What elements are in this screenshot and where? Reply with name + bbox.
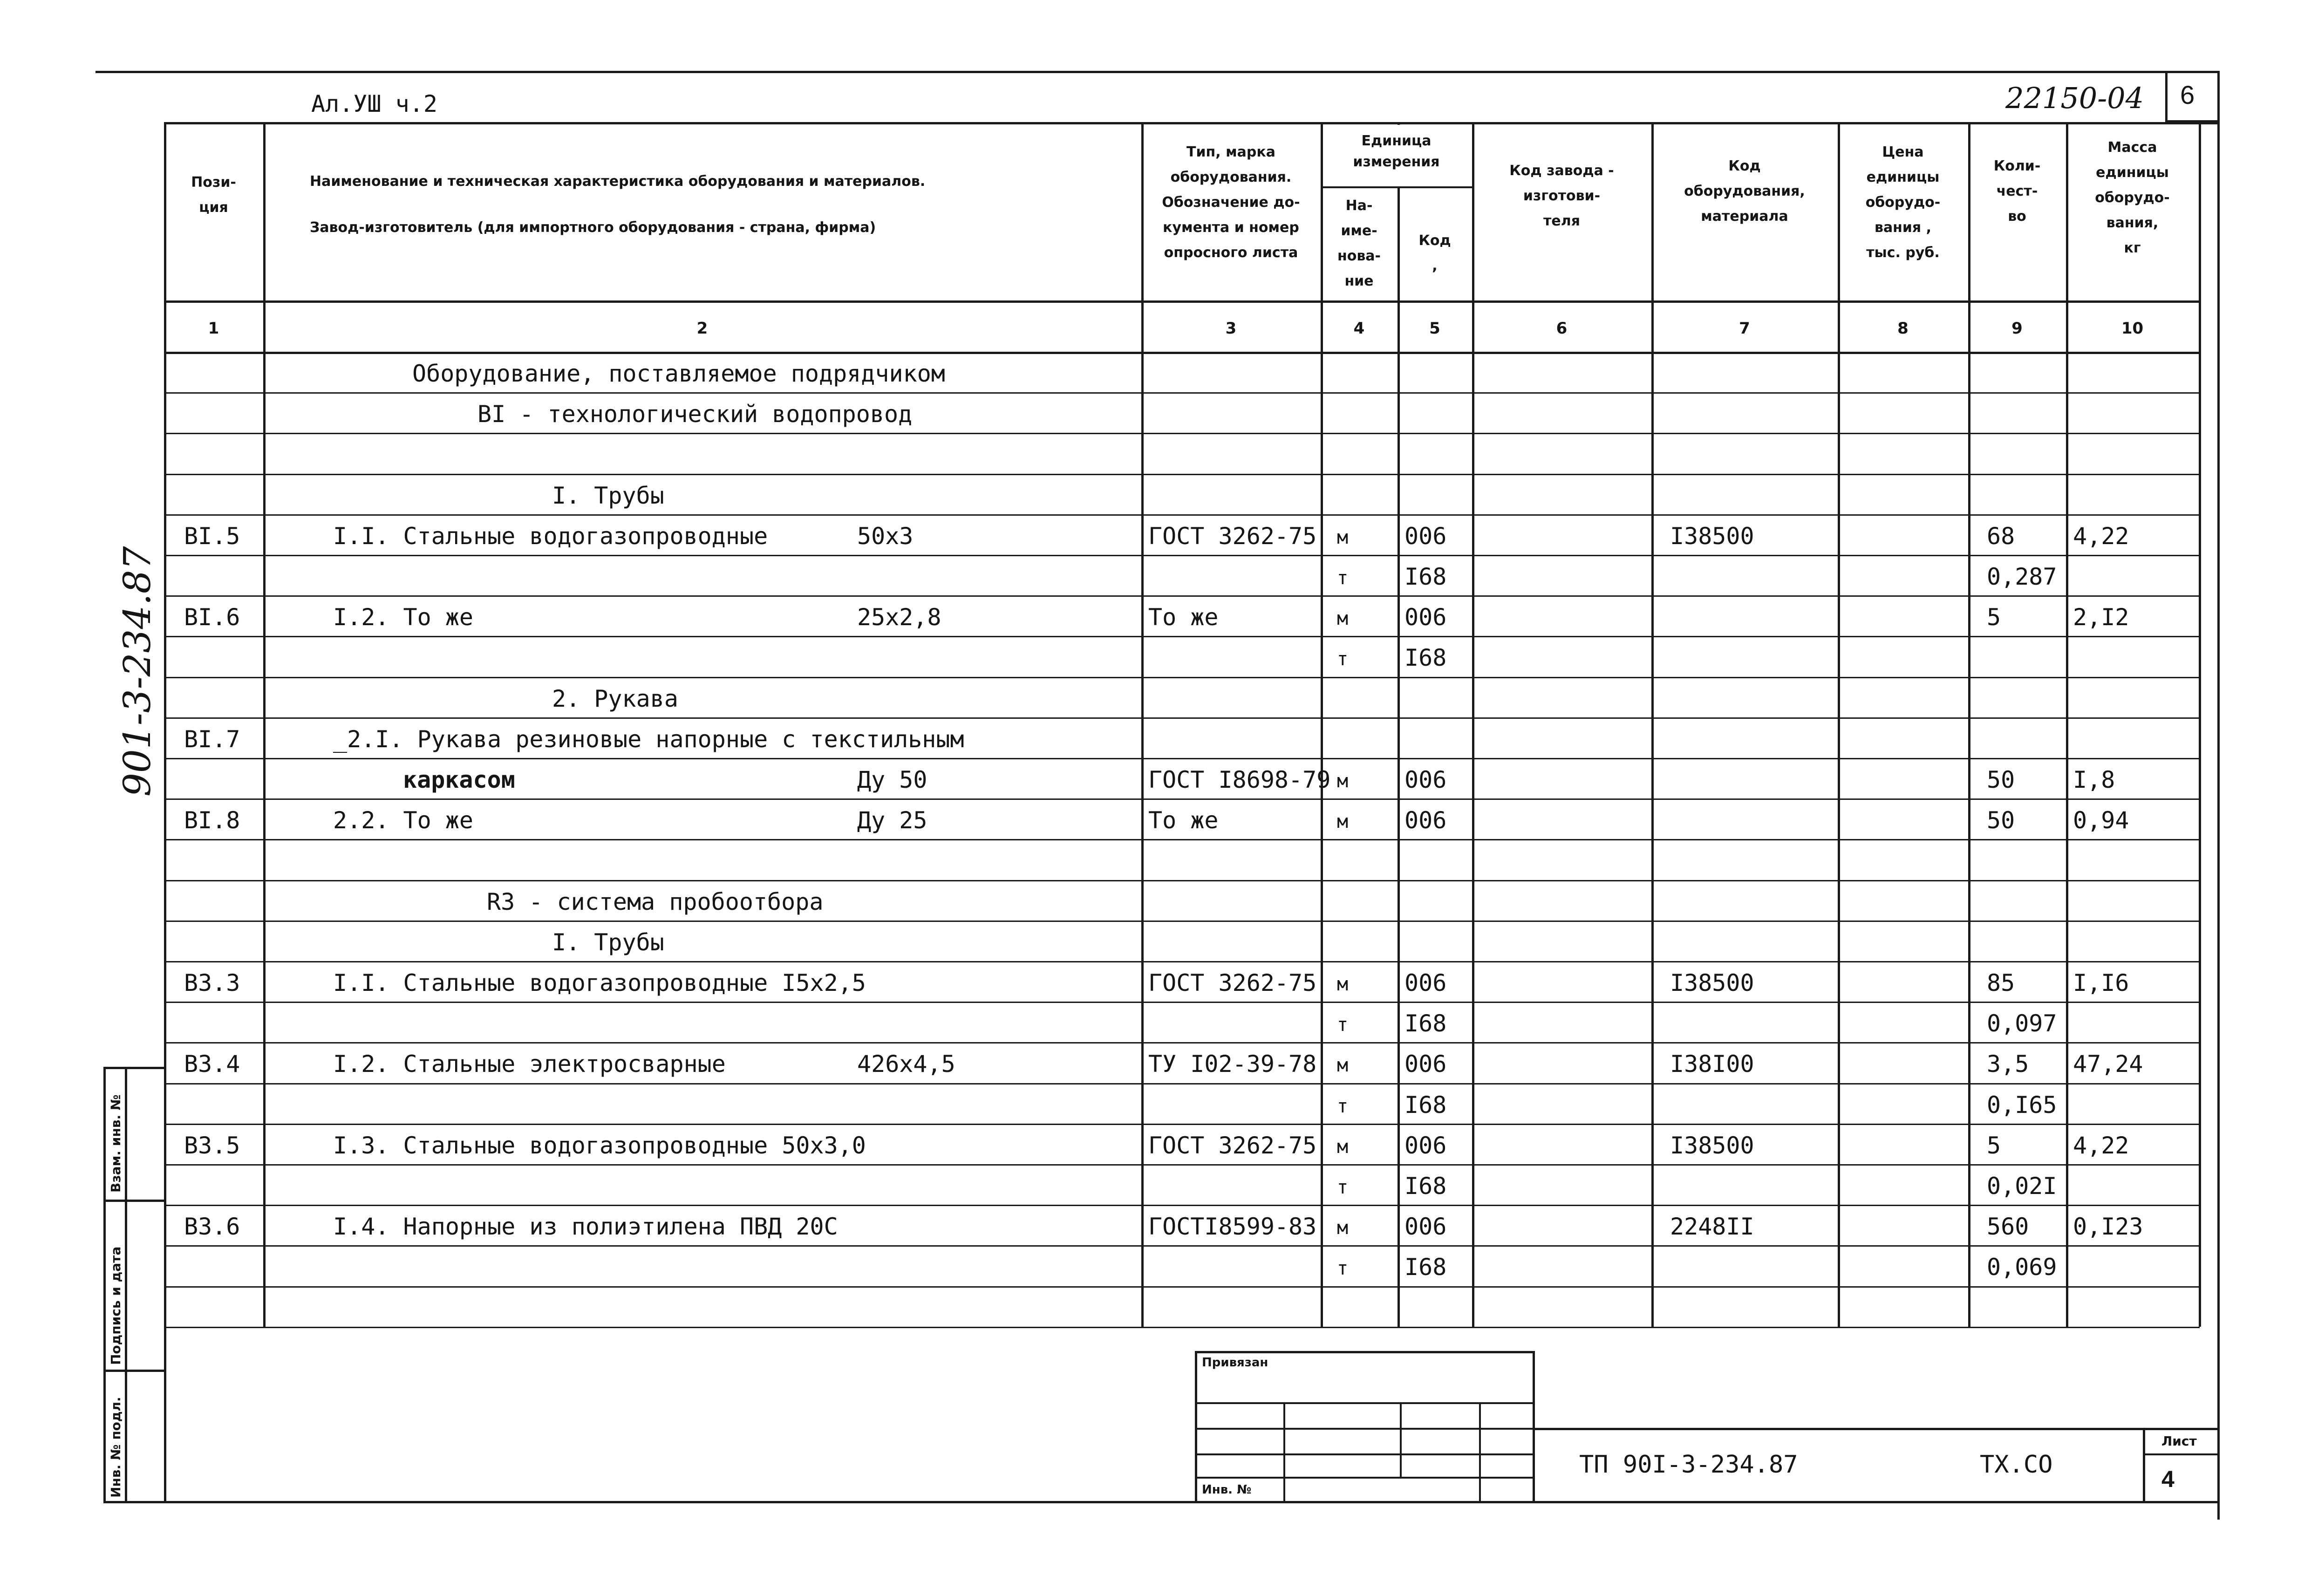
row-mass: 4,22 (2073, 522, 2129, 550)
row-position: В3.3 (184, 969, 240, 996)
stamp-bound-v1 (1283, 1402, 1285, 1502)
table-column-line (1141, 122, 1144, 1327)
stamp-bound-top (1195, 1351, 1535, 1353)
column-number-8: 8 (1897, 319, 1909, 338)
numbers-bottom-line (164, 352, 2200, 354)
row-unit-code: I68 (1404, 1173, 1447, 1200)
table-row-line (164, 677, 2200, 678)
row-unit-code: I68 (1404, 1010, 1447, 1037)
table-row-line (164, 1286, 2200, 1288)
table-row-line (164, 433, 2200, 434)
stamp-bound-v3 (1479, 1402, 1481, 1502)
row-name: 2.2. То же (333, 807, 474, 834)
row-position: BI.8 (184, 807, 240, 834)
table-row-line (164, 839, 2200, 840)
row-unit: т (1337, 648, 1349, 670)
row-mass: I,I6 (2073, 969, 2129, 996)
row-unit: м (1337, 1055, 1349, 1077)
table-row-line (164, 1205, 2200, 1206)
stamp-bound-v2 (1400, 1402, 1402, 1477)
side-handwritten-code: 901-3-234.87 (116, 546, 159, 797)
row-spec: Ду 50 (857, 766, 927, 793)
row-position: BI.6 (184, 604, 240, 631)
row-unit: м (1337, 1136, 1349, 1158)
table-row-line (164, 595, 2200, 597)
row-unit: м (1337, 526, 1349, 548)
column-number-9: 9 (2011, 319, 2023, 338)
row-spec: Ду 25 (857, 807, 927, 834)
row-spec: 25х2,8 (857, 604, 941, 631)
table-row-line (164, 880, 2200, 881)
table-row-line (164, 1245, 2200, 1247)
sheet-box-mid (2143, 1453, 2220, 1455)
row-document: ГОСТ 3262-75 (1148, 1132, 1317, 1159)
column-number-1: 1 (208, 319, 219, 338)
album-reference: Ал.УШ ч.2 (311, 90, 437, 117)
column-header-2: Наименование и техническая характеристика оборудования и материалов. Завод-изготовитель (для импортного оборудования - страна, фирма) (310, 173, 926, 236)
stamp-bound-h1 (1195, 1402, 1535, 1404)
sheet-box-left (2143, 1428, 2145, 1502)
row-position: В3.6 (184, 1213, 240, 1241)
side-stamp-div1 (103, 1200, 166, 1202)
row-mass: I,8 (2073, 766, 2115, 793)
corner-box-left (2165, 71, 2168, 122)
row-mass: 0,94 (2073, 807, 2129, 834)
row-mass: 4,22 (2073, 1132, 2129, 1159)
row-quantity: 50 (1987, 807, 2015, 834)
table-row-line (164, 961, 2200, 962)
row-spec: 426х4,5 (857, 1050, 955, 1078)
table-row-line (164, 717, 2200, 719)
row-document: ГОСТ 3262-75 (1148, 969, 1317, 996)
row-spec: 50х3 (857, 522, 913, 550)
document-code-handwritten: 22150-04 (2005, 81, 2144, 115)
row-name: I. Трубы (552, 928, 664, 956)
row-unit: м (1337, 771, 1349, 792)
row-name: R3 - система пробоотбора (487, 888, 824, 915)
row-position: В3.5 (184, 1132, 240, 1159)
row-position: В3.4 (184, 1050, 240, 1078)
row-document: ГОСТ 3262-75 (1148, 522, 1317, 550)
column-header-6: Код завода - изготови- теля (1509, 163, 1614, 229)
row-unit-code: I68 (1404, 1254, 1447, 1281)
table-column-line (2066, 122, 2068, 1327)
row-unit: т (1337, 567, 1349, 589)
sheet-code: ТХ.СО (1980, 1451, 2053, 1479)
row-unit-code: 006 (1404, 807, 1447, 834)
table-row-line (164, 1327, 2200, 1328)
column-header-8: Цена единицы оборудо- вания , тыс. руб. (1865, 144, 1941, 261)
column-header-3: Тип, марка оборудования. Обозначение до- кумента и номер опросного листа (1162, 144, 1300, 261)
row-unit: м (1337, 811, 1349, 833)
row-equipment-code: I38500 (1670, 969, 1754, 996)
column-number-6: 6 (1556, 319, 1568, 338)
table-row-line (164, 1002, 2200, 1003)
row-document: ГОСТ I8698-79 (1148, 766, 1331, 793)
stamp-bound-h4 (1195, 1477, 1535, 1479)
unit-group-subline (1321, 186, 1472, 188)
row-unit-code: 006 (1404, 604, 1447, 631)
row-quantity: 50 (1987, 766, 2015, 793)
corner-box-right (2217, 71, 2220, 1520)
row-mass: 47,24 (2073, 1050, 2143, 1078)
row-quantity: 0,097 (1987, 1010, 2057, 1037)
row-equipment-code: I38500 (1670, 522, 1754, 550)
column-number-10: 10 (2121, 319, 2144, 338)
row-equipment-code: I38I00 (1670, 1050, 1754, 1078)
table-column-line (1472, 122, 1474, 1327)
side-stamp-div2 (103, 1370, 166, 1372)
side-stamp-label-3: Инв. № подл. (108, 1397, 123, 1498)
table-column-line (1651, 122, 1654, 1327)
outer-bottom-line (164, 1501, 2217, 1503)
row-name: 2. Рукава (552, 685, 678, 712)
row-document: То же (1148, 604, 1219, 631)
row-name: I.I. Стальные водогазопроводные (333, 522, 768, 550)
row-name: I.2. Стальные электросварные (333, 1050, 726, 1078)
table-top-line (164, 122, 2220, 124)
table-row-line (164, 1124, 2200, 1125)
row-unit: т (1337, 1014, 1349, 1036)
row-name: Оборудование, поставляемое подрядчиком (412, 360, 945, 387)
top-border-line (95, 71, 2220, 73)
sheet-number: 4 (2161, 1466, 2175, 1492)
row-quantity: 0,069 (1987, 1254, 2057, 1281)
row-document: То же (1148, 807, 1219, 834)
title-block-top (1533, 1428, 2220, 1430)
row-unit-code: 006 (1404, 522, 1447, 550)
column-header-10: Масса единицы оборудо- вания, кг (2095, 139, 2170, 256)
row-unit: м (1337, 608, 1349, 630)
side-stamp-label-1: Взам. инв. № (108, 1094, 123, 1193)
table-row-line (164, 474, 2200, 475)
row-quantity: 3,5 (1987, 1050, 2029, 1078)
side-stamp-left (103, 1067, 106, 1502)
side-stamp-mid (125, 1067, 127, 1502)
stamp-bound-h2 (1195, 1428, 1535, 1430)
side-stamp-label-2: Подпись и дата (108, 1246, 123, 1365)
unit-group-title: Единица измерения (1353, 133, 1440, 170)
table-row-line (164, 514, 2200, 516)
table-row-line (164, 392, 2200, 394)
column-header-4: На- име- нова- ние (1337, 198, 1381, 289)
row-quantity: 68 (1987, 522, 2015, 550)
row-unit: т (1337, 1177, 1349, 1198)
table-row-line (164, 1042, 2200, 1044)
column-number-4: 4 (1353, 319, 1365, 338)
table-row-line (164, 921, 2200, 922)
row-document: ГОСТI8599-83 (1148, 1213, 1317, 1241)
column-header-1: Пози- ция (191, 174, 236, 216)
column-number-5: 5 (1429, 319, 1440, 338)
header-bottom-line (164, 300, 2200, 303)
row-unit: м (1337, 974, 1349, 995)
row-name: I.2. То же (333, 604, 474, 631)
row-unit-code: 006 (1404, 766, 1447, 793)
corner-sheet-number: 6 (2180, 80, 2195, 109)
row-quantity: 5 (1987, 604, 2001, 631)
row-unit-code: 006 (1404, 1050, 1447, 1078)
table-row-line (164, 555, 2200, 556)
row-quantity: 85 (1987, 969, 2015, 996)
table-row-line (164, 798, 2200, 800)
row-name: I.4. Напорные из полиэтилена ПВД 20С (333, 1213, 838, 1241)
table-row-line (164, 1164, 2200, 1166)
table-column-line (1838, 122, 1840, 1327)
stamp-bound-left (1195, 1351, 1197, 1502)
row-unit: т (1337, 1258, 1349, 1280)
column-header-7: Код оборудования, материала (1684, 158, 1805, 225)
row-mass: 0,I23 (2073, 1213, 2143, 1241)
row-unit-code: 006 (1404, 969, 1447, 996)
row-unit-code: I68 (1404, 1091, 1447, 1119)
table-row-line (164, 1083, 2200, 1084)
stamp-bound-h3 (1195, 1453, 1535, 1455)
table-column-line (263, 122, 266, 1327)
project-code: ТП 90I-3-234.87 (1579, 1451, 1798, 1479)
row-position: BI.7 (184, 725, 240, 753)
table-column-line (1398, 122, 1400, 1327)
row-unit-code: I68 (1404, 644, 1447, 672)
stamp-bound-label: Привязан (1202, 1356, 1268, 1370)
outer-left-line (164, 122, 166, 1503)
row-quantity: 0,02I (1987, 1173, 2057, 1200)
row-quantity: 0,287 (1987, 563, 2057, 590)
row-document: ТУ I02-39-78 (1148, 1050, 1317, 1078)
row-unit: м (1337, 1217, 1349, 1239)
row-mass: 2,I2 (2073, 604, 2129, 631)
column-header-9: Коли- чест- во (1993, 158, 2041, 225)
side-stamp-bottom (103, 1501, 166, 1503)
column-number-3: 3 (1225, 319, 1237, 338)
row-name: BI - технологический водопровод (477, 401, 913, 428)
table-column-line (1968, 122, 1970, 1327)
row-unit-code: I68 (1404, 563, 1447, 590)
row-quantity: 0,I65 (1987, 1091, 2057, 1119)
row-unit: т (1337, 1095, 1349, 1117)
table-row-line (164, 758, 2200, 759)
column-header-5: Код , (1418, 232, 1451, 274)
row-name: I. Трубы (552, 482, 664, 509)
row-name: I.I. Стальные водогазопроводные I5х2,5 (333, 969, 866, 996)
stamp-bound-right (1533, 1351, 1535, 1502)
row-quantity: 5 (1987, 1132, 2001, 1159)
column-number-2: 2 (696, 319, 708, 338)
table-column-line (1321, 122, 1323, 1327)
stamp-inv-label: Инв. № (1202, 1483, 1252, 1497)
sheet-label: Лист (2161, 1433, 2197, 1449)
row-name: каркасом (403, 766, 515, 793)
table-column-line (2199, 122, 2201, 1327)
row-name: _2.I. Рукава резиновые напорные с текстильным (333, 725, 964, 753)
table-row-line (164, 636, 2200, 637)
row-unit-code: 006 (1404, 1132, 1447, 1159)
row-equipment-code: 2248II (1670, 1213, 1754, 1241)
row-unit-code: 006 (1404, 1213, 1447, 1241)
row-equipment-code: I38500 (1670, 1132, 1754, 1159)
side-stamp-top (103, 1067, 166, 1069)
column-number-7: 7 (1739, 319, 1750, 338)
row-name: I.3. Стальные водогазопроводные 50х3,0 (333, 1132, 866, 1159)
row-position: BI.5 (184, 522, 240, 550)
row-quantity: 560 (1987, 1213, 2029, 1241)
